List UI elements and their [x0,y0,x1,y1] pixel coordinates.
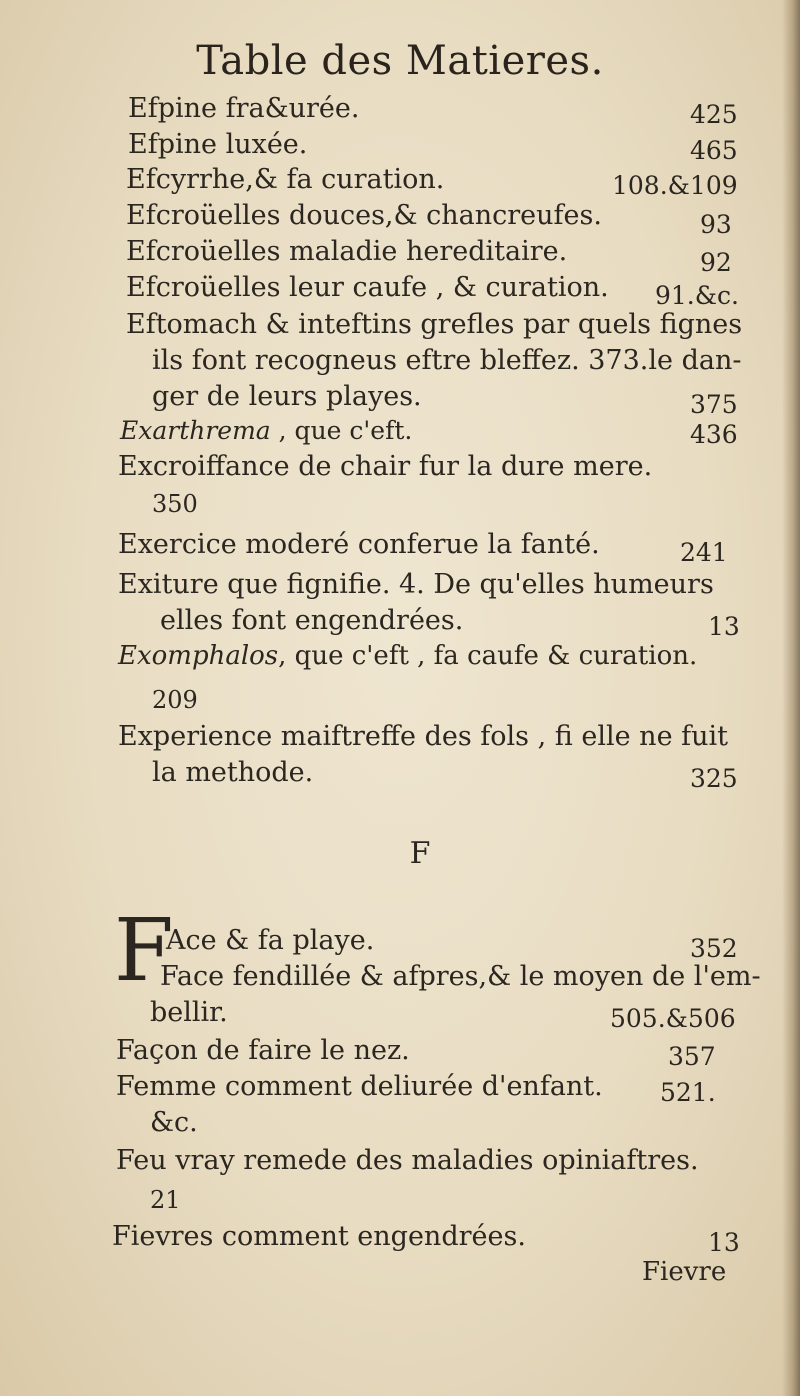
page-reference: 425 [690,100,738,129]
index-entry: Exiture que fignifie. 4. De qu'elles humeurs [118,569,714,600]
entry-text: , que c'eft. [270,416,413,445]
index-entry: Efcroüelles leur caufe , & curation. [126,272,609,303]
page-reference: 352 [690,934,738,963]
index-entry: Femme comment deliurée d'enfant. [116,1071,603,1102]
index-entry: Façon de faire le nez. [116,1035,410,1066]
page-reference: 241 [680,538,728,567]
page-edge-shadow [782,0,800,1396]
index-entry: Feu vray remede des maladies opiniaftres. [116,1145,699,1176]
page-reference: 521. [660,1078,716,1107]
index-entry: Excroiffance de chair fur la dure mere. [118,451,653,482]
index-entry [118,640,697,673]
index-entry: Fievres comment engendrées. [112,1221,526,1252]
page-reference: 209 [152,686,198,714]
index-entry-continuation: la methode. [152,757,314,788]
catchword: Fievre [642,1257,727,1287]
index-entry: Ace & fa playe. [166,925,375,956]
page-reference: 375 [690,390,738,419]
index-entry-continuation: &c. [150,1107,198,1138]
index-entry: Experience maiftreffe des fols , fi elle ne fuit [118,721,729,752]
index-entry: Efpine fra&urée. [128,93,360,124]
index-entry-continuation: ger de leurs playes. [152,381,422,412]
index-entry: Eftomach & inteftins grefles par quels fignes [126,309,743,340]
page-reference: 325 [690,764,738,793]
section-letter: F [409,836,431,871]
index-entry-continuation: ils font recogneus eftre bleffez. 373.le dan- [152,345,742,376]
latin-term: Exarthrema [120,416,271,445]
page-reference: 505.&506 [610,1004,736,1033]
page-reference: 436 [690,420,738,449]
entry-text: , que c'eft , fa caufe & curation. [278,641,698,671]
index-entry: Face fendillée & afpres,& le moyen de l'em- [160,961,761,992]
page-reference: 465 [690,136,738,165]
page-reference: 350 [152,490,198,518]
index-entry: Efcroüelles douces,& chancreufes. [126,200,602,231]
page-reference: 92 [700,248,732,277]
index-entry-continuation: elles font engendrées. [160,605,464,636]
page-reference: 93 [700,210,732,239]
index-entry: Efcyrrhe,& fa curation. [126,164,445,195]
index-entry: Efcroüelles maladie hereditaire. [126,236,568,267]
index-entry: Exercice moderé conferue la fanté. [118,529,600,560]
page-reference: 13 [708,612,740,641]
index-entry: Efpine luxée. [128,129,308,160]
page-reference: 91.&c. [655,281,739,310]
page-reference: 21 [150,1186,181,1214]
drop-cap: F [114,901,174,1001]
index-entry-continuation: bellir. [150,997,228,1028]
index-entry [120,414,412,447]
page-reference: 108.&109 [612,171,738,200]
page-title: Table des Matieres. [196,38,604,84]
page-reference: 13 [708,1228,740,1257]
latin-term: Exomphalos [118,641,279,671]
page-reference: 357 [668,1042,716,1071]
